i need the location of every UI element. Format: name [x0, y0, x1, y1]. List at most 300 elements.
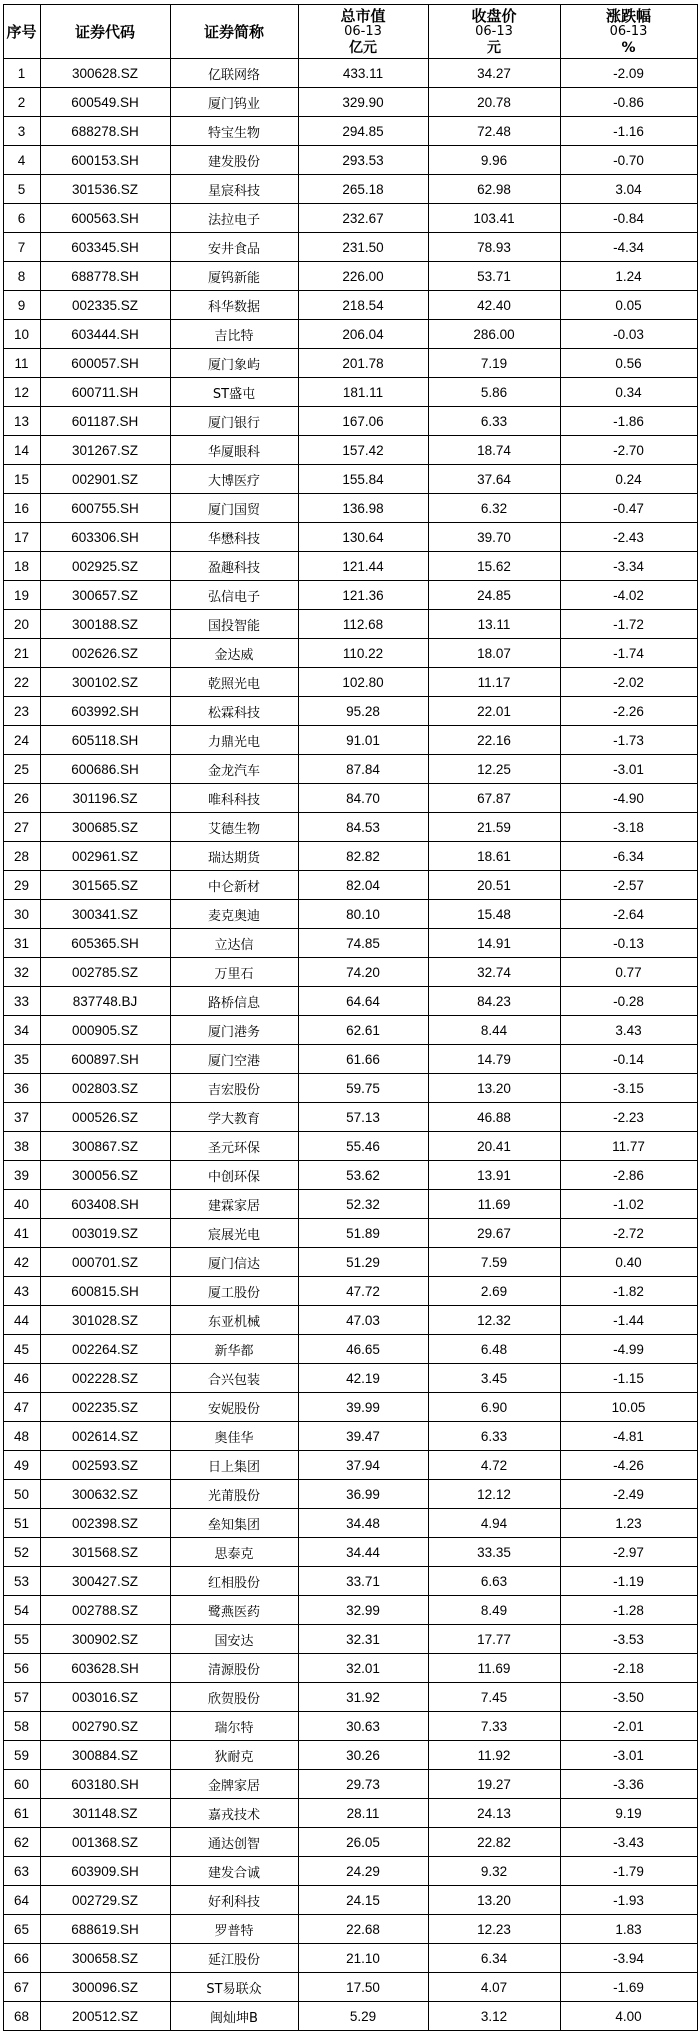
- close-price-cell: 22.82: [428, 1828, 560, 1857]
- change-pct-cell: 0.05: [560, 291, 697, 320]
- change-pct-cell: -4.02: [560, 581, 697, 610]
- market-cap-cell: 121.44: [298, 552, 428, 581]
- market-cap-cell: 64.64: [298, 987, 428, 1016]
- close-price-cell: 4.94: [428, 1509, 560, 1538]
- code-cell: 603306.SH: [40, 523, 170, 552]
- change-pct-cell: 1.83: [560, 1915, 697, 1944]
- code-cell: 200512.SZ: [40, 2002, 170, 2031]
- seq-cell: 10: [3, 320, 40, 349]
- code-cell: 301028.SZ: [40, 1306, 170, 1335]
- code-cell: 837748.BJ: [40, 987, 170, 1016]
- close-price-cell: 9.96: [428, 146, 560, 175]
- seq-cell: 11: [3, 349, 40, 378]
- name-cell: 国投智能: [170, 610, 298, 639]
- change-pct-cell: -2.70: [560, 436, 697, 465]
- code-cell: 301565.SZ: [40, 871, 170, 900]
- code-cell: 300657.SZ: [40, 581, 170, 610]
- close-price-cell: 32.74: [428, 958, 560, 987]
- seq-cell: 27: [3, 813, 40, 842]
- name-cell: 延江股份: [170, 1944, 298, 1973]
- table-row: [3, 668, 697, 697]
- market-cap-cell: 32.31: [298, 1625, 428, 1654]
- table-row: [3, 842, 697, 871]
- table-row: [3, 987, 697, 1016]
- close-price-cell: 18.07: [428, 639, 560, 668]
- change-pct-cell: -2.18: [560, 1654, 697, 1683]
- code-cell: 002961.SZ: [40, 842, 170, 871]
- seq-cell: 59: [3, 1741, 40, 1770]
- table-row: [3, 88, 697, 117]
- change-pct-cell: -0.86: [560, 88, 697, 117]
- market-cap-cell: 17.50: [298, 1973, 428, 2002]
- market-cap-cell: 91.01: [298, 726, 428, 755]
- code-cell: 002614.SZ: [40, 1422, 170, 1451]
- name-cell: 建发股份: [170, 146, 298, 175]
- close-price-cell: 42.40: [428, 291, 560, 320]
- change-pct-cell: -1.82: [560, 1277, 697, 1306]
- table-row: [3, 494, 697, 523]
- table-row: [3, 1248, 697, 1277]
- table-row: [3, 1741, 697, 1770]
- market-cap-cell: 36.99: [298, 1480, 428, 1509]
- code-cell: 603180.SH: [40, 1770, 170, 1799]
- code-cell: 300341.SZ: [40, 900, 170, 929]
- seq-cell: 52: [3, 1538, 40, 1567]
- change-pct-cell: 11.77: [560, 1132, 697, 1161]
- name-cell: 亿联网络: [170, 59, 298, 88]
- market-cap-cell: 112.68: [298, 610, 428, 639]
- seq-cell: 21: [3, 639, 40, 668]
- change-pct-cell: 3.04: [560, 175, 697, 204]
- market-cap-cell: 28.11: [298, 1799, 428, 1828]
- seq-cell: 7: [3, 233, 40, 262]
- table-row: [3, 1074, 697, 1103]
- code-cell: 301196.SZ: [40, 784, 170, 813]
- table-row: [3, 436, 697, 465]
- code-cell: 300685.SZ: [40, 813, 170, 842]
- code-cell: 002803.SZ: [40, 1074, 170, 1103]
- close-price-cell: 8.44: [428, 1016, 560, 1045]
- code-cell: 301267.SZ: [40, 436, 170, 465]
- table-row: [3, 1886, 697, 1915]
- table-row: [3, 871, 697, 900]
- name-cell: 金达威: [170, 639, 298, 668]
- market-cap-cell: 32.99: [298, 1596, 428, 1625]
- name-cell: 大博医疗: [170, 465, 298, 494]
- change-pct-cell: -1.28: [560, 1596, 697, 1625]
- change-pct-cell: -3.36: [560, 1770, 697, 1799]
- code-cell: 603909.SH: [40, 1857, 170, 1886]
- code-cell: 603992.SH: [40, 697, 170, 726]
- table-body: [3, 59, 697, 2031]
- close-price-cell: 11.92: [428, 1741, 560, 1770]
- table-row: [3, 349, 697, 378]
- table-row: [3, 1219, 697, 1248]
- close-price-cell: 84.23: [428, 987, 560, 1016]
- seq-cell: 63: [3, 1857, 40, 1886]
- close-price-cell: 12.32: [428, 1306, 560, 1335]
- seq-cell: 44: [3, 1306, 40, 1335]
- seq-cell: 33: [3, 987, 40, 1016]
- change-pct-cell: -1.72: [560, 610, 697, 639]
- market-cap-cell: 80.10: [298, 900, 428, 929]
- seq-cell: 37: [3, 1103, 40, 1132]
- close-price-cell: 6.33: [428, 1422, 560, 1451]
- change-pct-cell: -2.02: [560, 668, 697, 697]
- code-cell: 605365.SH: [40, 929, 170, 958]
- name-cell: 学大教育: [170, 1103, 298, 1132]
- change-pct-cell: 1.24: [560, 262, 697, 291]
- change-pct-cell: -4.99: [560, 1335, 697, 1364]
- market-cap-cell: 29.73: [298, 1770, 428, 1799]
- market-cap-cell: 82.04: [298, 871, 428, 900]
- close-price-cell: 7.33: [428, 1712, 560, 1741]
- code-cell: 301148.SZ: [40, 1799, 170, 1828]
- table-row: [3, 1422, 697, 1451]
- name-cell: 瑞达期货: [170, 842, 298, 871]
- table-row: [3, 2002, 697, 2031]
- seq-cell: 64: [3, 1886, 40, 1915]
- seq-cell: 39: [3, 1161, 40, 1190]
- seq-cell: 65: [3, 1915, 40, 1944]
- change-pct-cell: -1.16: [560, 117, 697, 146]
- seq-cell: 66: [3, 1944, 40, 1973]
- table-row: [3, 175, 697, 204]
- code-cell: 001368.SZ: [40, 1828, 170, 1857]
- market-cap-cell: 34.48: [298, 1509, 428, 1538]
- market-cap-cell: 33.71: [298, 1567, 428, 1596]
- close-price-cell: 6.32: [428, 494, 560, 523]
- market-cap-cell: 39.47: [298, 1422, 428, 1451]
- market-cap-cell: 130.64: [298, 523, 428, 552]
- market-cap-cell: 231.50: [298, 233, 428, 262]
- change-pct-cell: -1.86: [560, 407, 697, 436]
- market-cap-cell: 84.70: [298, 784, 428, 813]
- market-cap-cell: 329.90: [298, 88, 428, 117]
- market-cap-cell: 167.06: [298, 407, 428, 436]
- name-cell: 唯科科技: [170, 784, 298, 813]
- change-pct-cell: -3.50: [560, 1683, 697, 1712]
- seq-cell: 35: [3, 1045, 40, 1074]
- table-row: [3, 465, 697, 494]
- name-cell: 圣元环保: [170, 1132, 298, 1161]
- close-price-cell: 22.16: [428, 726, 560, 755]
- name-cell: 力鼎光电: [170, 726, 298, 755]
- seq-cell: 30: [3, 900, 40, 929]
- change-pct-cell: -0.03: [560, 320, 697, 349]
- name-cell: 厦门港务: [170, 1016, 298, 1045]
- name-cell: 吉宏股份: [170, 1074, 298, 1103]
- table-row: [3, 1277, 697, 1306]
- close-price-cell: 3.12: [428, 2002, 560, 2031]
- name-cell: 华懋科技: [170, 523, 298, 552]
- market-cap-cell: 157.42: [298, 436, 428, 465]
- seq-cell: 26: [3, 784, 40, 813]
- change-pct-cell: -2.57: [560, 871, 697, 900]
- code-cell: 603345.SH: [40, 233, 170, 262]
- code-cell: 300902.SZ: [40, 1625, 170, 1654]
- code-cell: 000905.SZ: [40, 1016, 170, 1045]
- seq-cell: 23: [3, 697, 40, 726]
- seq-cell: 6: [3, 204, 40, 233]
- market-cap-cell: 57.13: [298, 1103, 428, 1132]
- table-row: [3, 1799, 697, 1828]
- change-pct-cell: -1.19: [560, 1567, 697, 1596]
- header-code: 证券代码: [40, 5, 170, 59]
- code-cell: 000701.SZ: [40, 1248, 170, 1277]
- name-cell: 特宝生物: [170, 117, 298, 146]
- name-cell: 新华都: [170, 1335, 298, 1364]
- market-cap-cell: 433.11: [298, 59, 428, 88]
- seq-cell: 53: [3, 1567, 40, 1596]
- seq-cell: 42: [3, 1248, 40, 1277]
- name-cell: 红相股份: [170, 1567, 298, 1596]
- seq-cell: 32: [3, 958, 40, 987]
- code-cell: 300632.SZ: [40, 1480, 170, 1509]
- header-row: [3, 5, 697, 59]
- seq-cell: 4: [3, 146, 40, 175]
- seq-cell: 61: [3, 1799, 40, 1828]
- table-row: [3, 1480, 697, 1509]
- name-cell: 立达信: [170, 929, 298, 958]
- table-row: [3, 1857, 697, 1886]
- code-cell: 300658.SZ: [40, 1944, 170, 1973]
- change-pct-cell: -3.18: [560, 813, 697, 842]
- table-row: [3, 1364, 697, 1393]
- name-cell: 科华数据: [170, 291, 298, 320]
- header-market-cap: 总市值 06-13 亿元: [298, 5, 428, 59]
- close-price-cell: 11.69: [428, 1190, 560, 1219]
- seq-cell: 41: [3, 1219, 40, 1248]
- close-price-cell: 13.11: [428, 610, 560, 639]
- close-price-cell: 33.35: [428, 1538, 560, 1567]
- name-cell: 奥佳华: [170, 1422, 298, 1451]
- code-cell: 002235.SZ: [40, 1393, 170, 1422]
- market-cap-cell: 110.22: [298, 639, 428, 668]
- seq-cell: 17: [3, 523, 40, 552]
- close-price-cell: 15.62: [428, 552, 560, 581]
- seq-cell: 50: [3, 1480, 40, 1509]
- close-price-cell: 103.41: [428, 204, 560, 233]
- seq-cell: 62: [3, 1828, 40, 1857]
- change-pct-cell: -3.94: [560, 1944, 697, 1973]
- close-price-cell: 78.93: [428, 233, 560, 262]
- market-cap-cell: 46.65: [298, 1335, 428, 1364]
- name-cell: 思泰克: [170, 1538, 298, 1567]
- seq-cell: 43: [3, 1277, 40, 1306]
- stock-table: [3, 4, 698, 2031]
- name-cell: 厦门信达: [170, 1248, 298, 1277]
- table-row: [3, 1451, 697, 1480]
- change-pct-cell: -1.93: [560, 1886, 697, 1915]
- table-row: [3, 639, 697, 668]
- name-cell: 清源股份: [170, 1654, 298, 1683]
- market-cap-cell: 59.75: [298, 1074, 428, 1103]
- market-cap-cell: 21.10: [298, 1944, 428, 1973]
- seq-cell: 8: [3, 262, 40, 291]
- change-pct-cell: 0.77: [560, 958, 697, 987]
- change-pct-cell: -2.01: [560, 1712, 697, 1741]
- close-price-cell: 7.45: [428, 1683, 560, 1712]
- close-price-cell: 14.79: [428, 1045, 560, 1074]
- close-price-cell: 29.67: [428, 1219, 560, 1248]
- code-cell: 002729.SZ: [40, 1886, 170, 1915]
- name-cell: 弘信电子: [170, 581, 298, 610]
- table-row: [3, 233, 697, 262]
- change-pct-cell: 0.40: [560, 1248, 697, 1277]
- close-price-cell: 18.61: [428, 842, 560, 871]
- code-cell: 600897.SH: [40, 1045, 170, 1074]
- close-price-cell: 9.32: [428, 1857, 560, 1886]
- change-pct-cell: -1.69: [560, 1973, 697, 2002]
- code-cell: 600755.SH: [40, 494, 170, 523]
- seq-cell: 34: [3, 1016, 40, 1045]
- table-row: [3, 1509, 697, 1538]
- market-cap-cell: 5.29: [298, 2002, 428, 2031]
- code-cell: 002785.SZ: [40, 958, 170, 987]
- name-cell: 光莆股份: [170, 1480, 298, 1509]
- change-pct-cell: -1.02: [560, 1190, 697, 1219]
- close-price-cell: 5.86: [428, 378, 560, 407]
- code-cell: 688278.SH: [40, 117, 170, 146]
- table-row: [3, 1654, 697, 1683]
- close-price-cell: 12.25: [428, 755, 560, 784]
- market-cap-cell: 136.98: [298, 494, 428, 523]
- change-pct-cell: -1.73: [560, 726, 697, 755]
- change-pct-cell: -1.79: [560, 1857, 697, 1886]
- close-price-cell: 6.48: [428, 1335, 560, 1364]
- name-cell: 好利科技: [170, 1886, 298, 1915]
- change-pct-cell: -2.26: [560, 697, 697, 726]
- name-cell: 中仑新材: [170, 871, 298, 900]
- name-cell: 厦门钨业: [170, 88, 298, 117]
- table-row: [3, 784, 697, 813]
- seq-cell: 12: [3, 378, 40, 407]
- seq-cell: 1: [3, 59, 40, 88]
- name-cell: 厦工股份: [170, 1277, 298, 1306]
- seq-cell: 36: [3, 1074, 40, 1103]
- name-cell: 华厦眼科: [170, 436, 298, 465]
- seq-cell: 56: [3, 1654, 40, 1683]
- code-cell: 002335.SZ: [40, 291, 170, 320]
- code-cell: 605118.SH: [40, 726, 170, 755]
- name-cell: 罗普特: [170, 1915, 298, 1944]
- close-price-cell: 46.88: [428, 1103, 560, 1132]
- table-row: [3, 1915, 697, 1944]
- name-cell: 松霖科技: [170, 697, 298, 726]
- close-price-cell: 8.49: [428, 1596, 560, 1625]
- name-cell: 日上集团: [170, 1451, 298, 1480]
- name-cell: 合兴包装: [170, 1364, 298, 1393]
- table-row: [3, 117, 697, 146]
- seq-cell: 3: [3, 117, 40, 146]
- code-cell: 600711.SH: [40, 378, 170, 407]
- table-row: [3, 1335, 697, 1364]
- code-cell: 300628.SZ: [40, 59, 170, 88]
- name-cell: 厦门国贸: [170, 494, 298, 523]
- seq-cell: 14: [3, 436, 40, 465]
- name-cell: 金龙汽车: [170, 755, 298, 784]
- name-cell: 厦门象屿: [170, 349, 298, 378]
- seq-cell: 38: [3, 1132, 40, 1161]
- name-cell: 狄耐克: [170, 1741, 298, 1770]
- close-price-cell: 13.91: [428, 1161, 560, 1190]
- name-cell: 金牌家居: [170, 1770, 298, 1799]
- change-pct-cell: -2.49: [560, 1480, 697, 1509]
- market-cap-cell: 22.68: [298, 1915, 428, 1944]
- table-row: [3, 1625, 697, 1654]
- table-row: [3, 1538, 697, 1567]
- table-row: [3, 146, 697, 175]
- table-row: [3, 1190, 697, 1219]
- change-pct-cell: -0.13: [560, 929, 697, 958]
- name-cell: 瑞尔特: [170, 1712, 298, 1741]
- table-row: [3, 523, 697, 552]
- seq-cell: 13: [3, 407, 40, 436]
- close-price-cell: 12.12: [428, 1480, 560, 1509]
- change-pct-cell: 3.43: [560, 1016, 697, 1045]
- code-cell: 300884.SZ: [40, 1741, 170, 1770]
- market-cap-cell: 294.85: [298, 117, 428, 146]
- name-cell: 闽灿坤B: [170, 2002, 298, 2031]
- change-pct-cell: -1.44: [560, 1306, 697, 1335]
- market-cap-cell: 30.26: [298, 1741, 428, 1770]
- change-pct-cell: 10.05: [560, 1393, 697, 1422]
- table-row: [3, 291, 697, 320]
- name-cell: 宸展光电: [170, 1219, 298, 1248]
- table-row: [3, 813, 697, 842]
- seq-cell: 49: [3, 1451, 40, 1480]
- name-cell: ST易联众: [170, 1973, 298, 2002]
- market-cap-cell: 155.84: [298, 465, 428, 494]
- seq-cell: 55: [3, 1625, 40, 1654]
- name-cell: 万里石: [170, 958, 298, 987]
- close-price-cell: 6.63: [428, 1567, 560, 1596]
- name-cell: 星宸科技: [170, 175, 298, 204]
- header-seq: 序号: [3, 5, 40, 59]
- close-price-cell: 20.51: [428, 871, 560, 900]
- change-pct-cell: -4.90: [560, 784, 697, 813]
- seq-cell: 16: [3, 494, 40, 523]
- change-pct-cell: -4.81: [560, 1422, 697, 1451]
- header-close-price: 收盘价 06-13 元: [428, 5, 560, 59]
- code-cell: 002925.SZ: [40, 552, 170, 581]
- code-cell: 301568.SZ: [40, 1538, 170, 1567]
- name-cell: 垒知集团: [170, 1509, 298, 1538]
- table-row: [3, 1045, 697, 1074]
- code-cell: 688778.SH: [40, 262, 170, 291]
- market-cap-cell: 95.28: [298, 697, 428, 726]
- market-cap-cell: 42.19: [298, 1364, 428, 1393]
- seq-cell: 68: [3, 2002, 40, 2031]
- market-cap-cell: 206.04: [298, 320, 428, 349]
- name-cell: 中创环保: [170, 1161, 298, 1190]
- close-price-cell: 11.69: [428, 1654, 560, 1683]
- table-row: [3, 958, 697, 987]
- header-change-pct: 涨跌幅 06-13 %: [560, 5, 697, 59]
- code-cell: 002264.SZ: [40, 1335, 170, 1364]
- close-price-cell: 20.41: [428, 1132, 560, 1161]
- close-price-cell: 53.71: [428, 262, 560, 291]
- table-row: [3, 320, 697, 349]
- market-cap-cell: 47.03: [298, 1306, 428, 1335]
- seq-cell: 25: [3, 755, 40, 784]
- table-row: [3, 697, 697, 726]
- seq-cell: 15: [3, 465, 40, 494]
- close-price-cell: 2.69: [428, 1277, 560, 1306]
- market-cap-cell: 74.85: [298, 929, 428, 958]
- seq-cell: 31: [3, 929, 40, 958]
